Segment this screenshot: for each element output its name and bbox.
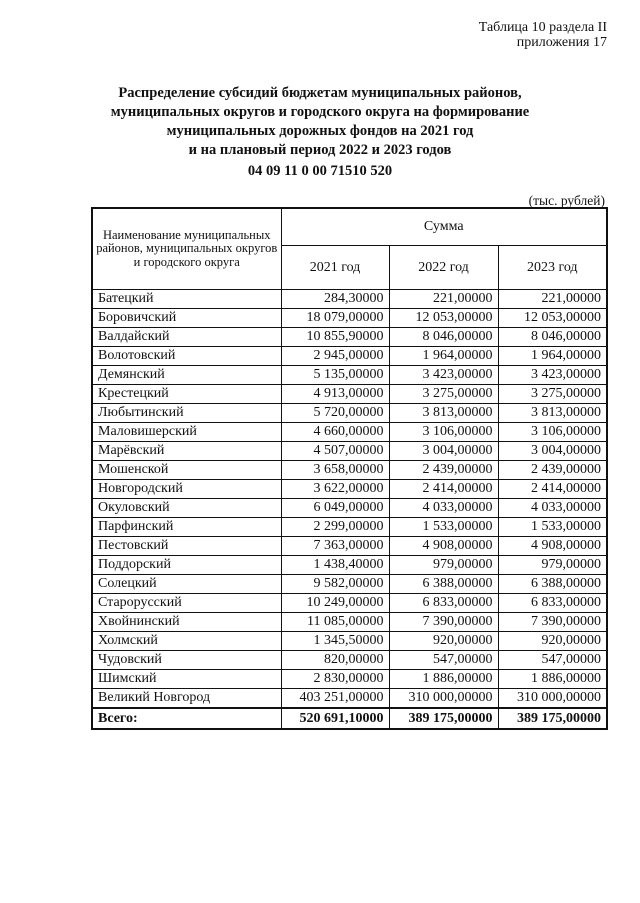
budget-code: 04 09 11 0 00 71510 520 bbox=[247, 163, 393, 179]
table-row bbox=[92, 518, 607, 537]
cell-2021: 4 660,00000 bbox=[281, 423, 389, 442]
cell-2022: 3 423,00000 bbox=[389, 366, 498, 385]
cell-name: Волотовский bbox=[92, 347, 281, 366]
cell-name: Солецкий bbox=[92, 575, 281, 594]
cell-2021: 18 079,00000 bbox=[281, 309, 389, 328]
title-line-4: и на плановый период 2022 и 2023 годов bbox=[188, 142, 452, 158]
title-line-2: муниципальных округов и городского округа на формирование bbox=[110, 104, 530, 120]
cell-2021: 820,00000 bbox=[281, 651, 389, 670]
cell-2022: 547,00000 bbox=[389, 651, 498, 670]
reference-line-1: Таблица 10 раздела II bbox=[478, 20, 607, 35]
cell-name: Новгородский bbox=[92, 480, 281, 499]
cell-2022: 979,00000 bbox=[389, 556, 498, 575]
cell-2023: 547,00000 bbox=[498, 651, 607, 670]
cell-2023: 920,00000 bbox=[498, 632, 607, 651]
cell-2022: 4 908,00000 bbox=[389, 537, 498, 556]
column-header-year: 2021 год bbox=[281, 246, 389, 290]
cell-2023: 3 004,00000 bbox=[498, 442, 607, 461]
cell-2023: 3 106,00000 bbox=[498, 423, 607, 442]
table-row bbox=[92, 461, 607, 480]
cell-2023: 2 439,00000 bbox=[498, 461, 607, 480]
cell-2023: 8 046,00000 bbox=[498, 328, 607, 347]
cell-2023: 6 388,00000 bbox=[498, 575, 607, 594]
cell-name: Старорусский bbox=[92, 594, 281, 613]
table-row bbox=[92, 366, 607, 385]
cell-2022: 310 000,00000 bbox=[389, 689, 498, 709]
total-row bbox=[92, 708, 607, 729]
cell-name: Парфинский bbox=[92, 518, 281, 537]
subsidy-table bbox=[91, 207, 608, 730]
cell-2023: 1 964,00000 bbox=[498, 347, 607, 366]
cell-2021: 2 830,00000 bbox=[281, 670, 389, 689]
cell-2021: 5 720,00000 bbox=[281, 404, 389, 423]
cell-2021: 9 582,00000 bbox=[281, 575, 389, 594]
table-row bbox=[92, 309, 607, 328]
table-row bbox=[92, 347, 607, 366]
cell-2021: 403 251,00000 bbox=[281, 689, 389, 709]
cell-2023: 7 390,00000 bbox=[498, 613, 607, 632]
cell-name: Валдайский bbox=[92, 328, 281, 347]
units-label: (тыс. рублей) bbox=[528, 193, 605, 208]
table-row bbox=[92, 328, 607, 347]
column-header-name: Наименование муниципальных районов, муниципальных округов и городского округа bbox=[92, 208, 281, 290]
cell-2022: 1 533,00000 bbox=[389, 518, 498, 537]
cell-2022: 12 053,00000 bbox=[389, 309, 498, 328]
table-row bbox=[92, 594, 607, 613]
cell-name: Мошенской bbox=[92, 461, 281, 480]
cell-name: Любытинский bbox=[92, 404, 281, 423]
table-row bbox=[92, 499, 607, 518]
cell-2022: 2 414,00000 bbox=[389, 480, 498, 499]
cell-2023: 3 813,00000 bbox=[498, 404, 607, 423]
cell-2021: 1 345,50000 bbox=[281, 632, 389, 651]
cell-name: Демянский bbox=[92, 366, 281, 385]
cell-name: Маловишерский bbox=[92, 423, 281, 442]
title-line-1: Распределение субсидий бюджетам муниципальных районов, bbox=[118, 85, 522, 101]
cell-2022: 4 033,00000 bbox=[389, 499, 498, 518]
cell-2023: 3 275,00000 bbox=[498, 385, 607, 404]
cell-name: Марёвский bbox=[92, 442, 281, 461]
table-reference bbox=[479, 20, 607, 50]
table-row bbox=[92, 480, 607, 499]
column-header-year: 2023 год bbox=[498, 246, 607, 290]
cell-2021: 1 438,40000 bbox=[281, 556, 389, 575]
cell-2022: 920,00000 bbox=[389, 632, 498, 651]
cell-2022: 389 175,00000 bbox=[389, 708, 498, 729]
cell-2023: 4 033,00000 bbox=[498, 499, 607, 518]
cell-name: Поддорский bbox=[92, 556, 281, 575]
cell-2021: 3 622,00000 bbox=[281, 480, 389, 499]
cell-2023: 310 000,00000 bbox=[498, 689, 607, 709]
table-row bbox=[92, 423, 607, 442]
cell-2023: 389 175,00000 bbox=[498, 708, 607, 729]
title-line-3: муниципальных дорожных фондов на 2021 год bbox=[166, 123, 474, 139]
cell-name: Всего: bbox=[92, 708, 281, 729]
cell-2021: 4 913,00000 bbox=[281, 385, 389, 404]
cell-name: Боровичский bbox=[92, 309, 281, 328]
cell-2021: 3 658,00000 bbox=[281, 461, 389, 480]
cell-2022: 1 886,00000 bbox=[389, 670, 498, 689]
reference-line-2: приложения 17 bbox=[516, 35, 607, 50]
cell-2021: 5 135,00000 bbox=[281, 366, 389, 385]
cell-2021: 10 855,90000 bbox=[281, 328, 389, 347]
cell-name: Великий Новгород bbox=[92, 689, 281, 709]
cell-name: Крестецкий bbox=[92, 385, 281, 404]
cell-name: Холмский bbox=[92, 632, 281, 651]
cell-2022: 3 813,00000 bbox=[389, 404, 498, 423]
cell-2023: 2 414,00000 bbox=[498, 480, 607, 499]
table-row bbox=[92, 575, 607, 594]
cell-2021: 2 945,00000 bbox=[281, 347, 389, 366]
cell-2023: 979,00000 bbox=[498, 556, 607, 575]
cell-2023: 1 886,00000 bbox=[498, 670, 607, 689]
cell-2023: 4 908,00000 bbox=[498, 537, 607, 556]
cell-2022: 6 833,00000 bbox=[389, 594, 498, 613]
cell-name: Батецкий bbox=[92, 290, 281, 309]
table-row bbox=[92, 290, 607, 309]
cell-2021: 11 085,00000 bbox=[281, 613, 389, 632]
document-title bbox=[0, 84, 640, 160]
cell-2022: 2 439,00000 bbox=[389, 461, 498, 480]
cell-2022: 3 004,00000 bbox=[389, 442, 498, 461]
cell-2023: 3 423,00000 bbox=[498, 366, 607, 385]
table-row bbox=[92, 613, 607, 632]
cell-name: Окуловский bbox=[92, 499, 281, 518]
cell-2022: 6 388,00000 bbox=[389, 575, 498, 594]
cell-2022: 3 106,00000 bbox=[389, 423, 498, 442]
cell-2022: 221,00000 bbox=[389, 290, 498, 309]
cell-2021: 6 049,00000 bbox=[281, 499, 389, 518]
cell-2022: 7 390,00000 bbox=[389, 613, 498, 632]
cell-2021: 2 299,00000 bbox=[281, 518, 389, 537]
table-row bbox=[92, 632, 607, 651]
cell-2023: 6 833,00000 bbox=[498, 594, 607, 613]
table-row bbox=[92, 404, 607, 423]
table-row bbox=[92, 670, 607, 689]
cell-2021: 10 249,00000 bbox=[281, 594, 389, 613]
cell-2021: 4 507,00000 bbox=[281, 442, 389, 461]
table-row bbox=[92, 651, 607, 670]
table-row bbox=[92, 689, 607, 709]
column-header-sum: Сумма bbox=[281, 208, 607, 246]
table-row bbox=[92, 442, 607, 461]
cell-2021: 284,30000 bbox=[281, 290, 389, 309]
cell-2021: 7 363,00000 bbox=[281, 537, 389, 556]
cell-2022: 1 964,00000 bbox=[389, 347, 498, 366]
table-row bbox=[92, 556, 607, 575]
cell-2022: 8 046,00000 bbox=[389, 328, 498, 347]
cell-name: Пестовский bbox=[92, 537, 281, 556]
cell-2023: 221,00000 bbox=[498, 290, 607, 309]
table-row bbox=[92, 537, 607, 556]
cell-name: Шимский bbox=[92, 670, 281, 689]
cell-2022: 3 275,00000 bbox=[389, 385, 498, 404]
cell-2023: 1 533,00000 bbox=[498, 518, 607, 537]
cell-2021: 520 691,10000 bbox=[281, 708, 389, 729]
cell-name: Чудовский bbox=[92, 651, 281, 670]
column-header-year: 2022 год bbox=[389, 246, 498, 290]
cell-2023: 12 053,00000 bbox=[498, 309, 607, 328]
cell-name: Хвойнинский bbox=[92, 613, 281, 632]
table-row bbox=[92, 385, 607, 404]
